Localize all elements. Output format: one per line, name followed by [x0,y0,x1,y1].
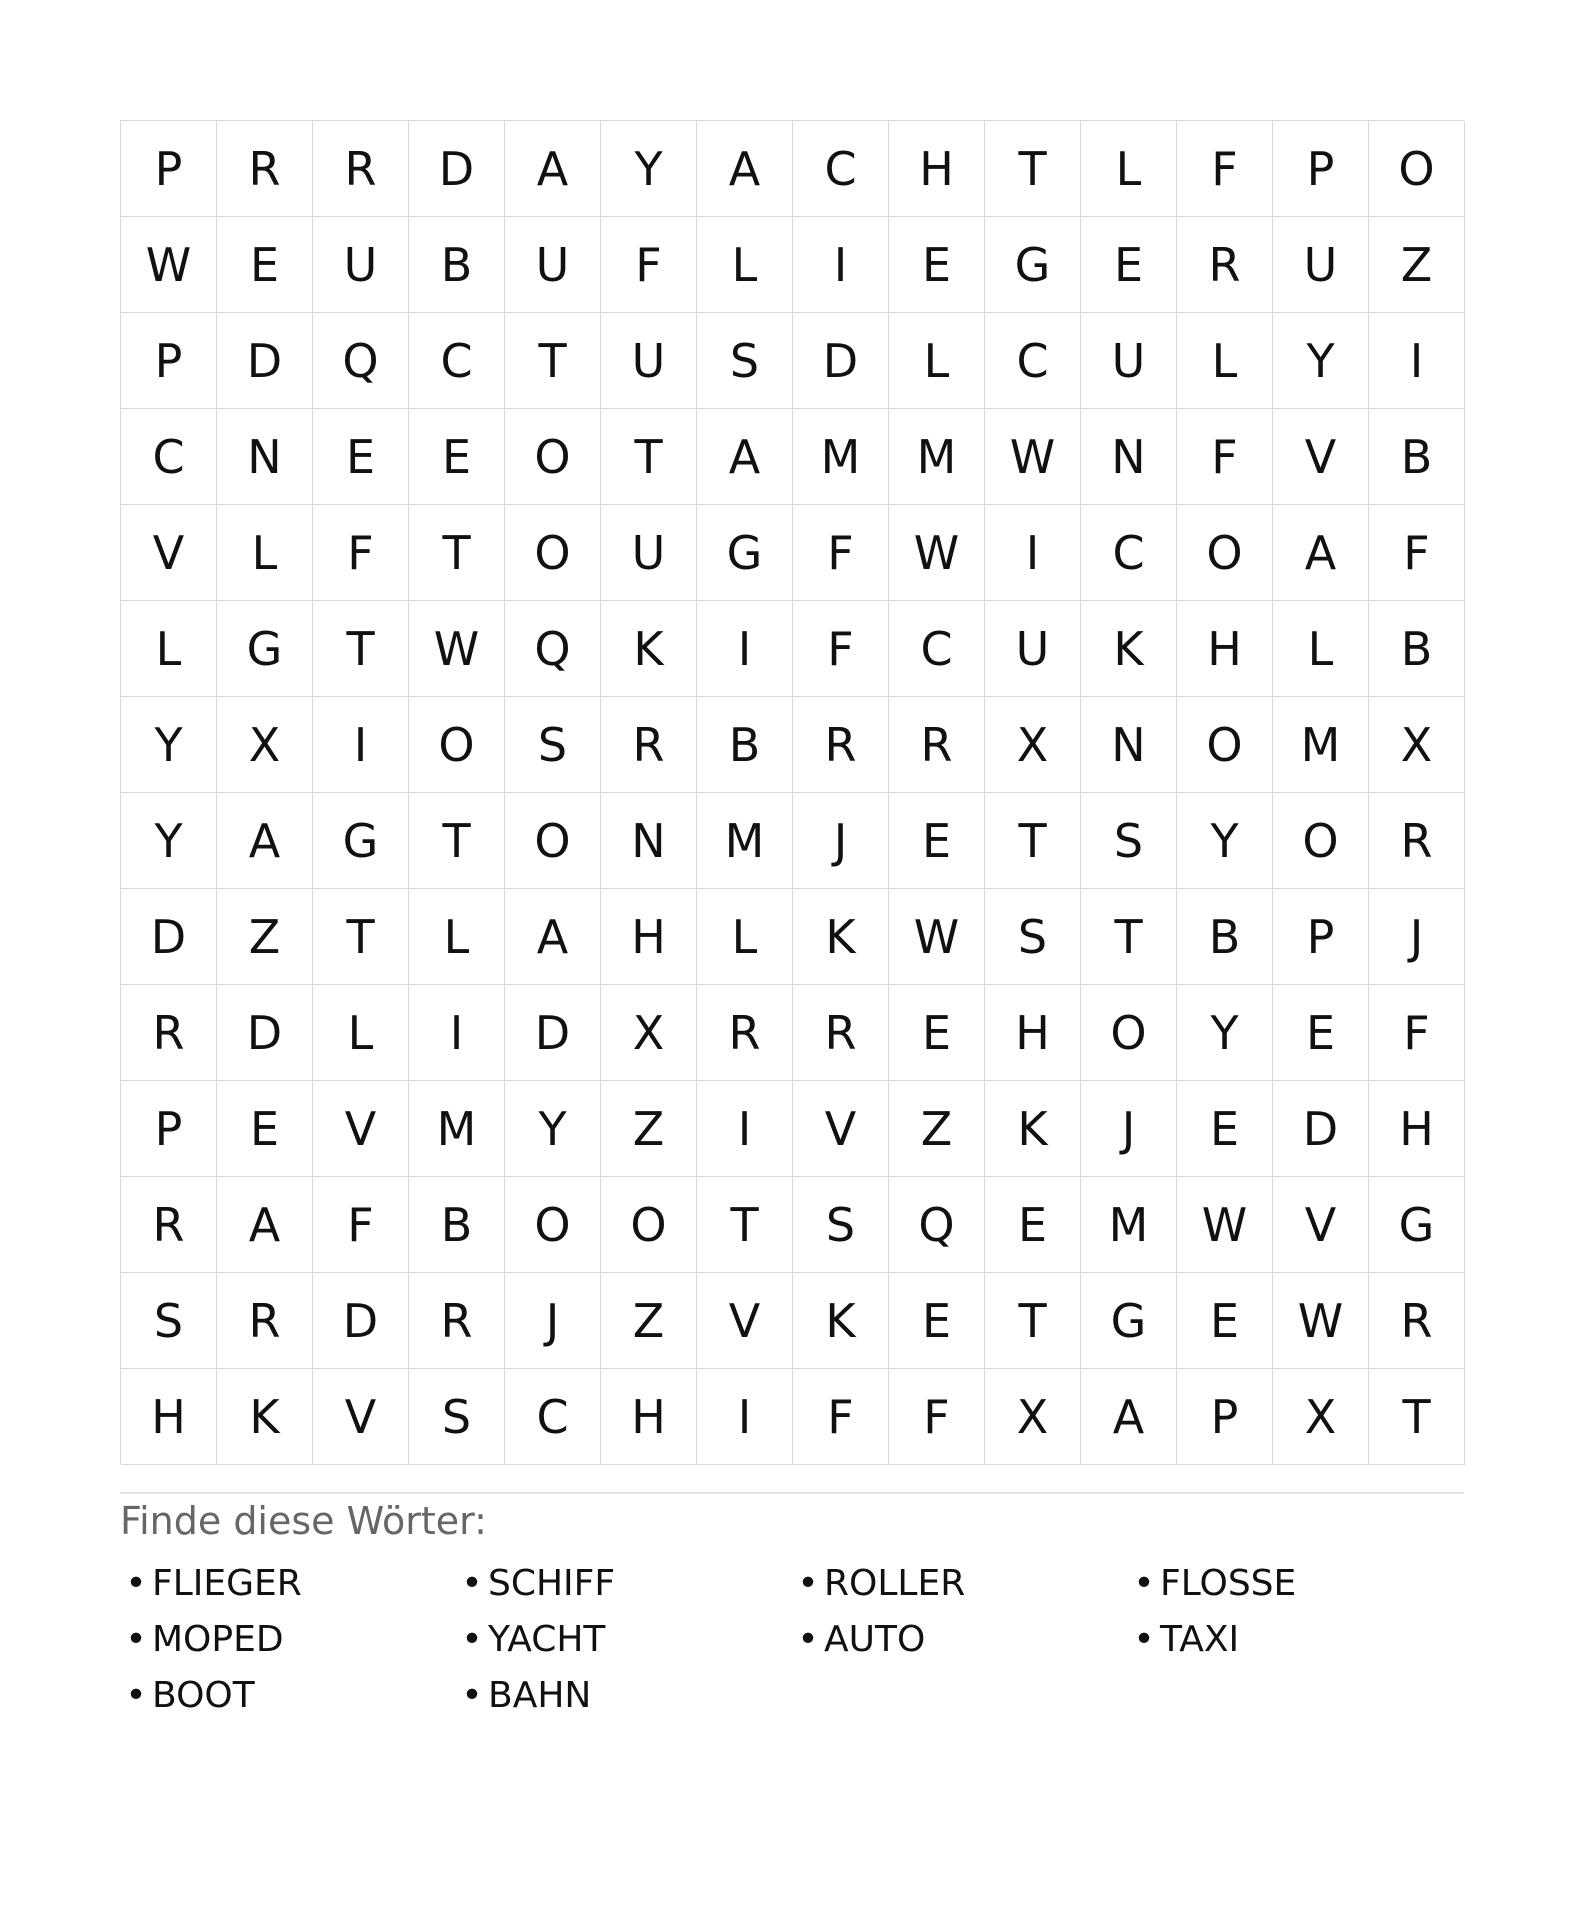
grid-cell[interactable]: W [409,601,505,697]
grid-cell[interactable]: L [313,985,409,1081]
grid-cell[interactable]: P [1273,121,1369,217]
grid-cell[interactable]: O [1081,985,1177,1081]
grid-cell[interactable]: D [1273,1081,1369,1177]
word-label: SCHIFF [488,1563,616,1604]
grid-cell[interactable]: T [505,313,601,409]
grid-cell[interactable]: V [313,1369,409,1465]
grid-cell[interactable]: P [121,121,217,217]
grid-cell[interactable]: S [793,1177,889,1273]
grid-cell[interactable]: E [889,217,985,313]
grid-cell[interactable]: V [1273,409,1369,505]
grid-cell[interactable]: O [505,1177,601,1273]
grid-cell[interactable]: W [889,505,985,601]
grid-cell[interactable]: Y [1273,313,1369,409]
grid-cell[interactable]: D [217,313,313,409]
grid-cell[interactable]: P [1177,1369,1273,1465]
grid-cell[interactable]: D [409,121,505,217]
grid-cell[interactable]: B [409,1177,505,1273]
grid-cell[interactable]: M [793,409,889,505]
bullet-icon: • [1133,1619,1155,1660]
grid-cell[interactable]: F [793,505,889,601]
grid-cell[interactable]: I [1369,313,1465,409]
grid-cell[interactable]: Y [1177,985,1273,1081]
grid-cell[interactable]: A [697,409,793,505]
grid-cell[interactable]: T [985,1273,1081,1369]
grid-cell[interactable]: W [1273,1273,1369,1369]
grid-cell[interactable]: I [697,1369,793,1465]
grid-cell[interactable]: L [1273,601,1369,697]
grid-cell[interactable]: Z [601,1081,697,1177]
grid-cell[interactable]: T [409,505,505,601]
divider [120,1492,1464,1494]
grid-cell[interactable]: O [1273,793,1369,889]
grid-cell[interactable]: B [1177,889,1273,985]
grid-cell[interactable]: F [1177,409,1273,505]
grid-cell[interactable]: R [217,121,313,217]
grid-cell[interactable]: X [1273,1369,1369,1465]
grid-cell[interactable]: F [313,1177,409,1273]
grid-cell[interactable]: M [409,1081,505,1177]
grid-cell[interactable]: V [313,1081,409,1177]
grid-cell[interactable]: I [313,697,409,793]
grid-cell[interactable]: R [313,121,409,217]
grid-cell[interactable]: Y [505,1081,601,1177]
grid-cell[interactable]: R [601,697,697,793]
grid-cell[interactable]: T [1369,1369,1465,1465]
letter-grid [120,120,1464,1464]
grid-cell[interactable]: U [1273,217,1369,313]
grid-cell[interactable]: I [409,985,505,1081]
grid-cell[interactable]: M [697,793,793,889]
grid-cell[interactable]: A [1081,1369,1177,1465]
grid-cell[interactable]: H [601,1369,697,1465]
grid-cell[interactable]: R [1369,793,1465,889]
grid-cell[interactable]: V [1273,1177,1369,1273]
grid-cell[interactable]: M [1081,1177,1177,1273]
grid-cell[interactable]: H [889,121,985,217]
grid-cell[interactable]: J [793,793,889,889]
grid-cell[interactable]: J [1369,889,1465,985]
grid-cell[interactable]: P [121,1081,217,1177]
grid-cell[interactable]: K [985,1081,1081,1177]
grid-cell[interactable]: C [121,409,217,505]
grid-cell[interactable]: L [697,217,793,313]
bullet-icon: • [125,1675,147,1716]
grid-cell[interactable]: E [217,1081,313,1177]
grid-cell[interactable]: T [601,409,697,505]
word-label: BOOT [152,1675,255,1716]
grid-cell[interactable]: G [985,217,1081,313]
grid-cell[interactable]: K [793,1273,889,1369]
grid-cell[interactable]: F [313,505,409,601]
grid-cell[interactable]: E [1081,217,1177,313]
grid-cell[interactable]: B [697,697,793,793]
grid-cell[interactable]: R [793,985,889,1081]
grid-cell[interactable]: I [697,1081,793,1177]
grid-cell[interactable]: S [1081,793,1177,889]
grid-cell[interactable]: T [985,793,1081,889]
bullet-icon: • [1133,1563,1155,1604]
bullet-icon: • [797,1619,819,1660]
grid-cell[interactable]: T [409,793,505,889]
grid-cell[interactable]: Y [121,697,217,793]
grid-cell[interactable]: R [1369,1273,1465,1369]
grid-cell[interactable]: M [1273,697,1369,793]
grid-cell[interactable]: C [889,601,985,697]
grid-cell[interactable]: F [1369,985,1465,1081]
grid-cell[interactable]: N [1081,697,1177,793]
grid-cell[interactable]: J [505,1273,601,1369]
grid-cell[interactable]: D [121,889,217,985]
bullet-icon: • [125,1619,147,1660]
grid-cell[interactable]: K [1081,601,1177,697]
grid-cell[interactable]: O [1177,505,1273,601]
word-label: AUTO [824,1619,926,1660]
grid-cell[interactable]: T [697,1177,793,1273]
grid-cell[interactable]: S [121,1273,217,1369]
grid-cell[interactable]: C [793,121,889,217]
grid-cell[interactable]: D [313,1273,409,1369]
word-label: TAXI [1160,1619,1240,1660]
grid-cell[interactable]: R [121,985,217,1081]
grid-cell[interactable]: P [121,313,217,409]
grid-cell[interactable]: E [985,1177,1081,1273]
grid-cell[interactable]: Y [601,121,697,217]
grid-cell[interactable]: H [985,985,1081,1081]
grid-cell[interactable]: Y [121,793,217,889]
grid-cell[interactable]: R [409,1273,505,1369]
grid-cell[interactable]: T [313,889,409,985]
grid-cell[interactable]: B [409,217,505,313]
bullet-icon: • [461,1563,483,1604]
grid-cell[interactable]: L [217,505,313,601]
grid-cell[interactable]: A [697,121,793,217]
grid-cell[interactable]: R [1177,217,1273,313]
grid-cell[interactable]: L [121,601,217,697]
grid-cell[interactable]: G [313,793,409,889]
grid-cell[interactable]: C [1081,505,1177,601]
grid-cell[interactable]: S [985,889,1081,985]
grid-cell[interactable]: U [313,217,409,313]
word-list [120,1556,1464,1724]
grid-cell[interactable]: C [985,313,1081,409]
word-label: FLIEGER [152,1563,302,1604]
grid-cell[interactable]: G [1081,1273,1177,1369]
grid-cell[interactable]: W [1177,1177,1273,1273]
grid-cell[interactable]: G [697,505,793,601]
grid-cell[interactable]: O [505,409,601,505]
grid-cell[interactable]: U [601,505,697,601]
grid-cell[interactable]: E [409,409,505,505]
bullet-icon: • [461,1675,483,1716]
grid-cell[interactable]: U [1081,313,1177,409]
grid-cell[interactable]: Z [601,1273,697,1369]
grid-cell[interactable]: I [697,601,793,697]
grid-cell[interactable]: Q [505,601,601,697]
grid-cell[interactable]: K [601,601,697,697]
word-label: YACHT [488,1619,606,1660]
grid-cell[interactable]: J [1081,1081,1177,1177]
grid-cell[interactable]: A [505,121,601,217]
grid-cell[interactable]: T [313,601,409,697]
grid-cell[interactable]: O [1369,121,1465,217]
grid-cell[interactable]: E [1177,1273,1273,1369]
grid-cell[interactable]: F [793,601,889,697]
grid-cell[interactable]: R [793,697,889,793]
grid-cell[interactable]: Q [313,313,409,409]
grid-cell[interactable]: C [409,313,505,409]
word-label: ROLLER [824,1563,966,1604]
bullet-icon: • [797,1563,819,1604]
grid-cell[interactable]: O [601,1177,697,1273]
grid-cell[interactable]: A [217,793,313,889]
grid-cell[interactable]: F [1369,505,1465,601]
grid-cell[interactable]: L [1081,121,1177,217]
grid-cell[interactable]: O [505,793,601,889]
word-list-item [1128,1556,1464,1612]
bullet-icon: • [461,1619,483,1660]
grid-cell[interactable]: H [1369,1081,1465,1177]
grid-cell[interactable]: G [1369,1177,1465,1273]
word-list-item [792,1612,1128,1668]
grid-cell[interactable]: E [889,1273,985,1369]
grid-cell[interactable]: A [505,889,601,985]
grid-cell[interactable]: B [1369,409,1465,505]
grid-cell[interactable]: R [217,1273,313,1369]
grid-cell[interactable]: D [793,313,889,409]
grid-cell[interactable]: X [1369,697,1465,793]
grid-cell[interactable]: U [985,601,1081,697]
grid-cell[interactable]: E [1273,985,1369,1081]
grid-cell[interactable]: C [505,1369,601,1465]
grid-cell[interactable]: N [601,793,697,889]
grid-cell[interactable]: A [1273,505,1369,601]
grid-cell[interactable]: F [889,1369,985,1465]
grid-cell[interactable]: O [409,697,505,793]
grid-cell[interactable]: N [217,409,313,505]
grid-cell[interactable]: V [121,505,217,601]
grid-cell[interactable]: K [217,1369,313,1465]
grid-cell[interactable]: O [505,505,601,601]
grid-cell[interactable]: E [1177,1081,1273,1177]
grid-cell[interactable]: X [985,1369,1081,1465]
grid-cell[interactable]: F [601,217,697,313]
grid-cell[interactable]: X [217,697,313,793]
grid-cell[interactable]: H [121,1369,217,1465]
word-list-item [120,1556,456,1612]
grid-cell[interactable]: O [1177,697,1273,793]
grid-cell[interactable]: L [889,313,985,409]
grid-cell[interactable]: N [1081,409,1177,505]
word-label: FLOSSE [1160,1563,1297,1604]
word-list-item [120,1668,456,1724]
grid-cell[interactable]: B [1369,601,1465,697]
grid-cell[interactable]: U [601,313,697,409]
grid-cell[interactable]: Z [217,889,313,985]
grid-cell[interactable]: E [889,985,985,1081]
grid-cell[interactable]: P [1273,889,1369,985]
grid-cell[interactable]: I [985,505,1081,601]
grid-cell[interactable]: W [889,889,985,985]
grid-cell[interactable]: S [697,313,793,409]
bullet-icon: • [125,1563,147,1604]
grid-cell[interactable]: T [985,121,1081,217]
word-list-heading: Finde diese Wörter: [120,1499,487,1543]
grid-cell[interactable]: E [217,217,313,313]
grid-cell[interactable]: U [505,217,601,313]
grid-cell[interactable]: D [217,985,313,1081]
grid-cell[interactable]: Z [1369,217,1465,313]
grid-cell[interactable]: W [985,409,1081,505]
grid-cell[interactable]: A [217,1177,313,1273]
grid-cell[interactable]: F [1177,121,1273,217]
grid-cell[interactable]: I [793,217,889,313]
word-list-item [456,1612,792,1668]
grid-cell[interactable]: R [889,697,985,793]
grid-cell[interactable]: D [505,985,601,1081]
grid-cell[interactable]: S [409,1369,505,1465]
grid-cell[interactable]: E [313,409,409,505]
word-list-item [120,1612,456,1668]
word-list-item [456,1668,792,1724]
word-list-item [1128,1612,1464,1668]
grid-cell[interactable]: K [793,889,889,985]
grid-cell[interactable]: X [985,697,1081,793]
grid-cell[interactable]: V [697,1273,793,1369]
grid-cell[interactable]: V [793,1081,889,1177]
grid-cell[interactable]: G [217,601,313,697]
grid-cell[interactable]: Y [1177,793,1273,889]
word-list-item [792,1556,1128,1612]
grid-cell[interactable]: R [697,985,793,1081]
grid-cell[interactable]: H [1177,601,1273,697]
grid-cell[interactable]: T [1081,889,1177,985]
grid-cell[interactable]: L [697,889,793,985]
word-label: BAHN [488,1675,592,1716]
grid-cell[interactable]: H [601,889,697,985]
grid-cell[interactable]: W [121,217,217,313]
grid-cell[interactable]: E [889,793,985,889]
grid-cell[interactable]: R [121,1177,217,1273]
grid-cell[interactable]: M [889,409,985,505]
grid-cell[interactable]: Z [889,1081,985,1177]
grid-cell[interactable]: S [505,697,601,793]
grid-cell[interactable]: Q [889,1177,985,1273]
grid-cell[interactable]: L [1177,313,1273,409]
word-label: MOPED [152,1619,284,1660]
word-list-item [456,1556,792,1612]
grid-cell[interactable]: F [793,1369,889,1465]
grid-cell[interactable]: L [409,889,505,985]
grid-cell[interactable]: X [601,985,697,1081]
